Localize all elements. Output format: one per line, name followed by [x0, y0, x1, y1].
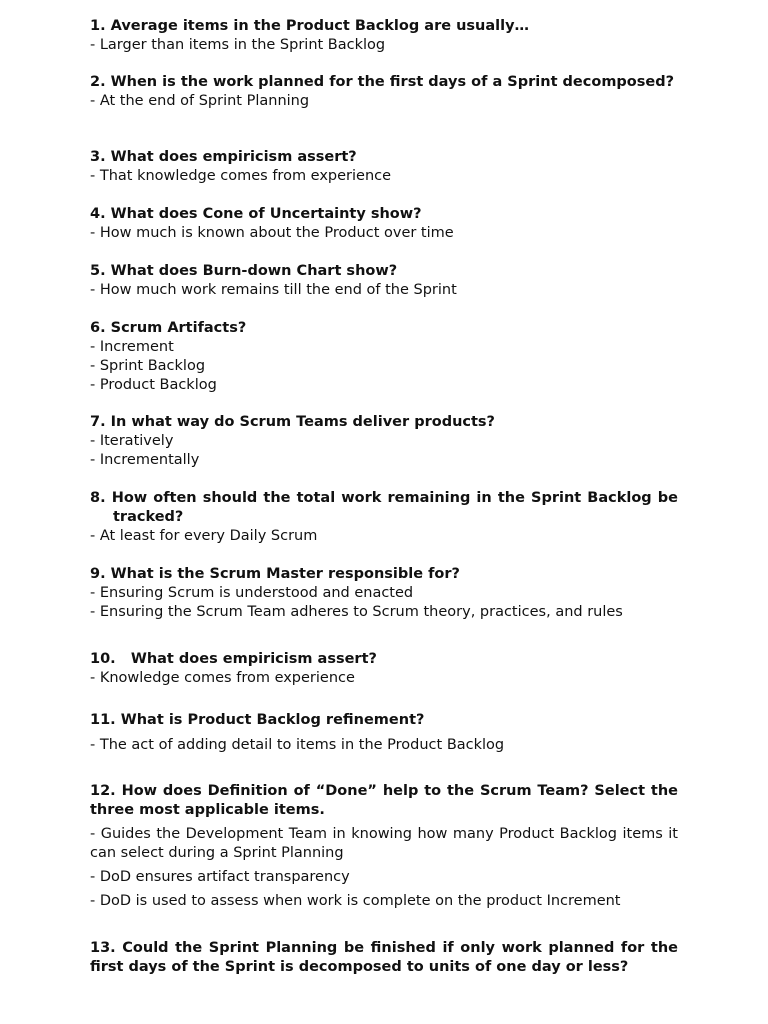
question-text: 12. How does Definition of “Done” help to the Scrum Team? Select the three most applicable items.	[90, 783, 678, 818]
answer-text: - Incrementally	[90, 452, 200, 468]
answer-text: - That knowledge comes from experience	[90, 168, 392, 184]
question-block-13	[90, 939, 678, 977]
question-text: 6. Scrum Artifacts?	[90, 320, 247, 336]
answer-text: - Larger than items in the Sprint Backlog	[90, 37, 386, 53]
answer-text: - Iteratively	[90, 433, 174, 449]
question-block-11	[90, 711, 678, 755]
answer-text: - Ensuring the Scrum Team adheres to Scrum theory, practices, and rules	[90, 604, 623, 620]
answer-text: - How much work remains till the end of the Sprint	[90, 282, 457, 298]
question-block-9	[90, 565, 678, 622]
question-text: 10. What does empiricism assert?	[90, 651, 377, 667]
answer-text: - At the end of Sprint Planning	[90, 93, 310, 109]
question-block-3	[90, 148, 678, 186]
question-text: 9. What is the Scrum Master responsible for?	[90, 566, 460, 582]
question-text: 13. Could the Sprint Planning be finished if only work planned for the first days of the Sprint is decomposed to units of one day or less?	[90, 940, 678, 975]
question-text: 8. How often should the total work remaining in the Sprint Backlog be tracked?	[90, 490, 678, 525]
question-block-2	[90, 73, 678, 111]
answer-text: - Product Backlog	[90, 377, 217, 393]
answer-text: - Knowledge comes from experience	[90, 670, 355, 686]
question-text: 4. What does Cone of Uncertainty show?	[90, 206, 422, 222]
answer-text: - Ensuring Scrum is understood and enacted	[90, 585, 414, 601]
answer-text: - DoD is used to assess when work is complete on the product Increment	[90, 893, 621, 909]
question-block-6	[90, 319, 678, 395]
question-text: 5. What does Burn-down Chart show?	[90, 263, 398, 279]
answer-text: - Guides the Development Team in knowing how many Product Backlog items it can select during a Sprint Planning	[90, 826, 678, 861]
question-block-7	[90, 413, 678, 470]
answer-text: - Increment	[90, 339, 174, 355]
answer-text: - Sprint Backlog	[90, 358, 206, 374]
question-text: 3. What does empiricism assert?	[90, 149, 357, 165]
question-block-12	[90, 782, 678, 911]
answer-text: - At least for every Daily Scrum	[90, 528, 318, 544]
answer-text: - How much is known about the Product over time	[90, 225, 454, 241]
question-text: 2. When is the work planned for the first days of a Sprint decomposed?	[90, 74, 675, 90]
question-block-4	[90, 205, 678, 243]
question-text: 7. In what way do Scrum Teams deliver products?	[90, 414, 495, 430]
question-block-10	[90, 650, 678, 688]
question-block-8	[90, 489, 678, 546]
question-text: 1. Average items in the Product Backlog are usually…	[90, 18, 530, 34]
answer-text: - DoD ensures artifact transparency	[90, 869, 350, 885]
question-block-1	[90, 17, 678, 55]
answer-text: - The act of adding detail to items in the Product Backlog	[90, 737, 505, 753]
question-text: 11. What is Product Backlog refinement?	[90, 712, 425, 728]
question-block-5	[90, 262, 678, 300]
